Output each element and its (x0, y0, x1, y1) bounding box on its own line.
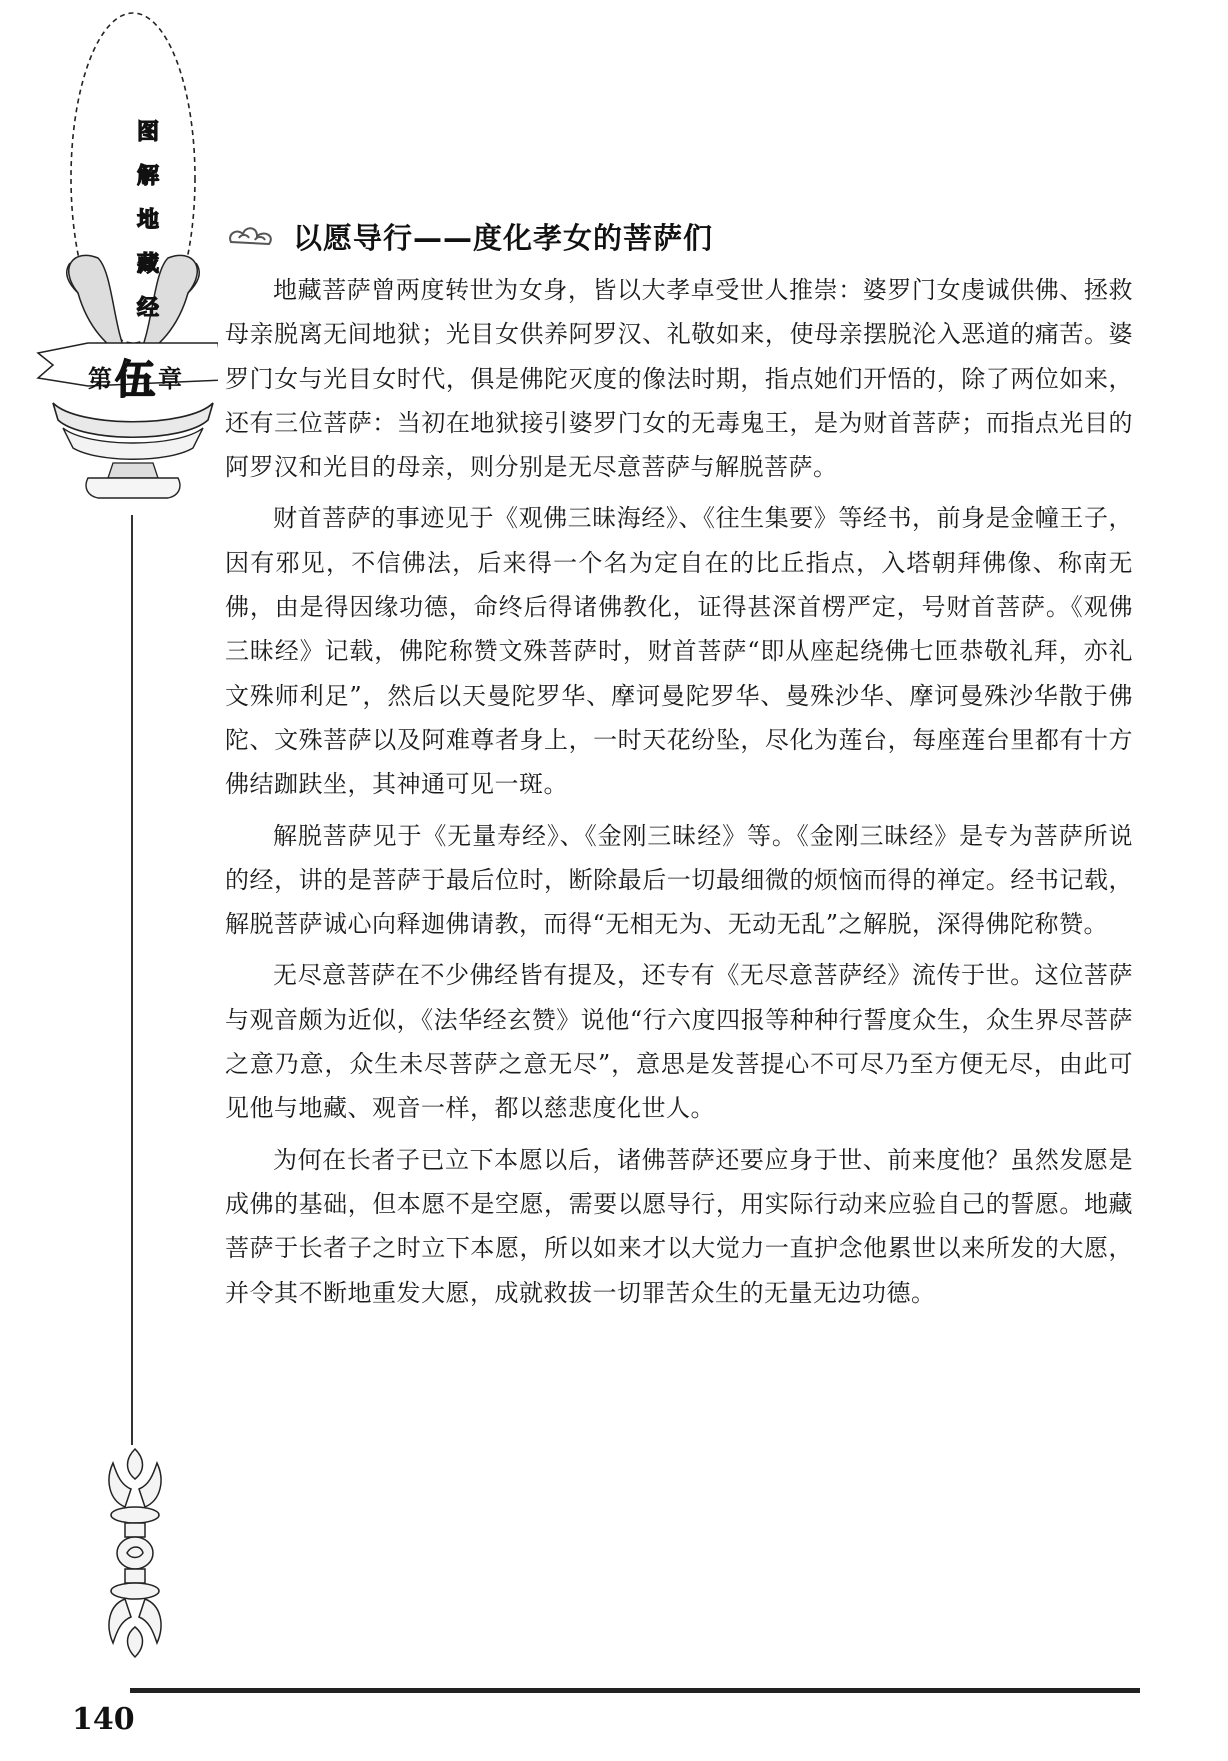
chapter-label (70, 346, 200, 406)
paragraph: 为何在长者子已立下本愿以后，诸佛菩萨还要应身于世、前来度他？虽然发愿是成佛的基础，但本愿不是空愿，需要以愿导行，用实际行动来应验自己的誓愿。地藏菩萨于长者子之时立下本愿，所以如来才以大觉力一直护念他累世以来所发的大愿，并令其不断地重发大愿，成就救拔一切罪苦众生的无量无边功德。 (225, 1145, 1133, 1307)
vajra-icon (95, 1445, 175, 1660)
book-title-char: 解 (136, 164, 159, 189)
page-number: 140 (72, 1702, 135, 1737)
section-heading (225, 214, 713, 258)
paragraph: 无尽意菩萨在不少佛经皆有提及，还专有《无尽意菩萨经》流传于世。这位菩萨与观音颇为近似，《法华经玄赞》说他“行六度四报等种种行誓度众生，众生界尽菩萨之意乃意，众生未尽菩萨之意无尽”，意思是发菩提心不可尽乃至方便无尽，由此可见他与地藏、观音一样，都以慈悲度化世人。 (225, 961, 1133, 1123)
section-title: 以愿导行——度化孝女的菩萨们 (293, 220, 714, 255)
cloud-icon (225, 216, 285, 256)
paragraph: 地藏菩萨曾两度转世为女身，皆以大孝卓受世人推崇：婆罗门女虔诚供佛、拯救母亲脱离无间地狱；光目女供养阿罗汉、礼敬如来，使母亲摆脱沦入恶道的痛苦。婆罗门女与光目女时代，俱是佛陀灭度的像法时期，指点她们开悟的，除了两位如来，还有三位菩萨：当初在地狱接引婆罗门女的无毒鬼王，是为财首菩萨；而指点光目的阿罗汉和光目的母亲，则分别是无尽意菩萨与解脱菩萨。 (225, 276, 1133, 482)
book-title-char: 经 (136, 296, 159, 321)
paragraph: 解脱菩萨见于《无量寿经》、《金刚三昧经》等。《金刚三昧经》是专为菩萨所说的经，讲的是菩萨于最后位时，断除最后一切最细微的烦恼而得的禅定。经书记载，解脱菩萨诚心向释迦佛请教，而得“无相无为、无动无乱”之解脱，深得佛陀称赞。 (225, 821, 1133, 939)
book-title-char: 藏 (136, 252, 159, 277)
fish-lotus-icon (18, 8, 218, 508)
chapter-number: 伍 (115, 356, 155, 403)
footer-rule (130, 1688, 1140, 1693)
chapter-prefix: 第 (88, 364, 112, 393)
book-title (126, 116, 170, 326)
book-title-char: 图 (136, 120, 159, 145)
sidebar-vertical-rule (131, 515, 133, 1445)
book-title-char: 地 (136, 208, 159, 233)
chapter-emblem (18, 8, 218, 508)
article-body (225, 268, 1133, 1322)
paragraph: 财首菩萨的事迹见于《观佛三昧海经》、《往生集要》等经书，前身是金幢王子，因有邪见，不信佛法，后来得一个名为定自在的比丘指点，入塔朝拜佛像、称南无佛，由是得因缘功德，命终后得诸佛教化，证得甚深首楞严定，号财首菩萨。《观佛三昧经》记载，佛陀称赞文殊菩萨时，财首菩萨“即从座起绕佛七匝恭敬礼拜，亦礼文殊师利足”，然后以天曼陀罗华、摩诃曼陀罗华、曼殊沙华、摩诃曼殊沙华散于佛陀、文殊菩萨以及阿难尊者身上，一时天花纷坠，尽化为莲台，每座莲台里都有十方佛结跏趺坐，其神通可见一斑。 (225, 504, 1133, 799)
chapter-suffix: 章 (158, 364, 182, 393)
